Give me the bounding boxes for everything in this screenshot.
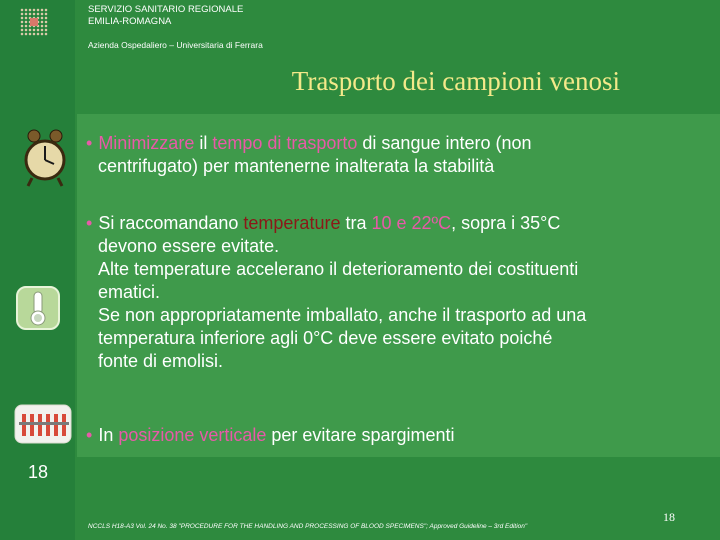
bullet-3-text-1: In [98,425,119,445]
test-tubes-icon [14,404,72,444]
bullet-1 [86,132,706,178]
bullet-1-text-2: il [194,133,213,153]
bullet-2-text-1: Si raccomandano [98,213,244,233]
bullet-1-text-4: di sangue intero (non [357,133,532,153]
bullet-2-line-3: Alte temperature accelerano il deterioramento dei costituenti [98,259,579,279]
org-line-2: EMILIA-ROMAGNA [88,16,172,27]
page-number-right: 18 [663,510,675,524]
org-line-3: Azienda Ospedaliero – Universitaria di Ferrara [88,40,263,50]
bullet-2-text-3: tra [340,213,372,233]
bullet-2-line-6: temperatura inferiore agli 0°C deve essere evitato poiché [98,328,553,348]
bullet-2-highlight-2: 10 e 22ºC [371,213,452,233]
org-line-1: SERVIZIO SANITARIO REGIONALE [88,4,244,15]
bullet-1-line-2: centrifugato) per mantenerne inalterata la stabilità [98,156,495,176]
bullet-1-highlight-2: tempo di trasporto [212,133,358,153]
bullet-2-line-5: Se non appropriatamente imballato, anche il trasporto ad una [98,305,587,325]
thermometer-icon [16,286,60,330]
bullet-3-text-3: per evitare spargimenti [266,425,455,445]
slide-title: Trasporto dei campioni venosi [291,66,620,96]
bullet-3-highlight: posizione verticale [118,425,267,445]
bullet-2-text-5: , sopra i 35°C [451,213,561,233]
bullet-dot: • [86,133,93,153]
bullet-2-line-2: devono essere evitate. [98,236,280,256]
clock-icon [22,128,68,188]
logo-center-mark [30,18,38,26]
bullet-1-highlight-1: Minimizzare [98,133,195,153]
bullet-dot: • [86,425,93,445]
bullet-3 [86,424,686,447]
bullet-2-highlight-1: temperature [243,213,341,233]
footnote: NCCLS H18-A3 Vol. 24 No. 38 "PROCEDURE FOR THE HANDLING AND PROCESSING OF BLOOD SPECIMENS"; Approved Guideline – 3rd Edition" [88,523,528,530]
bullet-dot: • [86,213,93,233]
bullet-2 [86,212,716,373]
header [88,4,263,51]
bullet-2-line-7: fonte di emolisi. [98,351,224,371]
page-number-left: 18 [28,462,49,482]
bullet-2-line-4: ematici. [98,282,161,302]
